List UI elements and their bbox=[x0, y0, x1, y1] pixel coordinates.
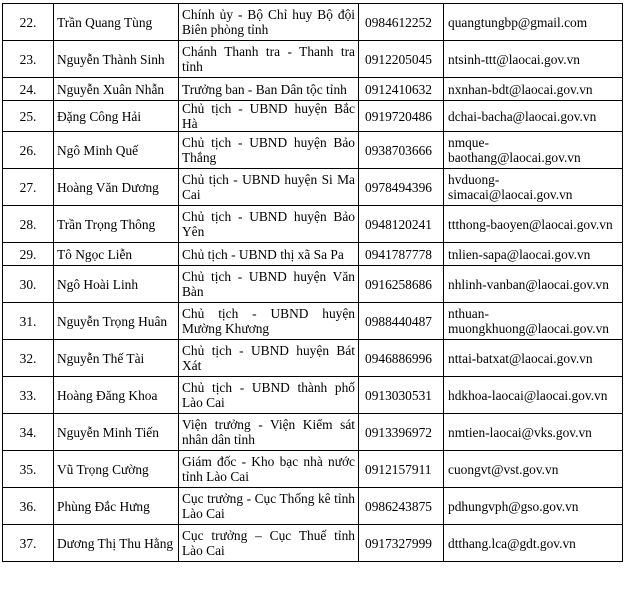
contact-table-body bbox=[3, 4, 623, 562]
person-name: Nguyễn Trọng Huân bbox=[54, 303, 179, 340]
phone-number: 0912157911 bbox=[359, 451, 444, 488]
phone-number: 0919720486 bbox=[359, 101, 444, 132]
row-number: 23. bbox=[3, 41, 54, 78]
contact-table bbox=[2, 3, 623, 562]
person-name: Trần Trọng Thông bbox=[54, 206, 179, 243]
email-address: cuongvt@vst.gov.vn bbox=[444, 451, 623, 488]
row-number: 36. bbox=[3, 488, 54, 525]
table-row bbox=[3, 488, 623, 525]
email-address: nmtien-laocai@vks.gov.vn bbox=[444, 414, 623, 451]
phone-number: 0916258686 bbox=[359, 266, 444, 303]
phone-number: 0913030531 bbox=[359, 377, 444, 414]
job-title: Cục trưởng – Cục Thuế tỉnh Lào Cai bbox=[179, 525, 359, 562]
phone-number: 0948120241 bbox=[359, 206, 444, 243]
job-title: Chủ tịch - UBND huyện Bắc Hà bbox=[179, 101, 359, 132]
job-title: Chính ủy - Bộ Chỉ huy Bộ đội Biên phòng tỉnh bbox=[179, 4, 359, 41]
person-name: Dương Thị Thu Hằng bbox=[54, 525, 179, 562]
email-address: hvduong-simacai@laocai.gov.vn bbox=[444, 169, 623, 206]
table-row bbox=[3, 206, 623, 243]
table-row bbox=[3, 243, 623, 266]
job-title: Chủ tịch - UBND huyện Bảo Yên bbox=[179, 206, 359, 243]
email-address: nmque-baothang@laocai.gov.vn bbox=[444, 132, 623, 169]
job-title: Chánh Thanh tra - Thanh tra tỉnh bbox=[179, 41, 359, 78]
person-name: Hoàng Văn Dương bbox=[54, 169, 179, 206]
person-name: Nguyễn Xuân Nhẫn bbox=[54, 78, 179, 101]
row-number: 28. bbox=[3, 206, 54, 243]
job-title: Chủ tịch - UBND huyện Bát Xát bbox=[179, 340, 359, 377]
table-row bbox=[3, 41, 623, 78]
table-row bbox=[3, 340, 623, 377]
job-title: Cục trưởng - Cục Thống kê tỉnh Lào Cai bbox=[179, 488, 359, 525]
row-number: 30. bbox=[3, 266, 54, 303]
person-name: Ngô Hoài Linh bbox=[54, 266, 179, 303]
job-title: Chủ tịch - UBND huyện Si Ma Cai bbox=[179, 169, 359, 206]
email-address: tnlien-sapa@laocai.gov.vn bbox=[444, 243, 623, 266]
phone-number: 0917327999 bbox=[359, 525, 444, 562]
email-address: ntsinh-ttt@laocai.gov.vn bbox=[444, 41, 623, 78]
row-number: 34. bbox=[3, 414, 54, 451]
row-number: 35. bbox=[3, 451, 54, 488]
phone-number: 0941787778 bbox=[359, 243, 444, 266]
row-number: 25. bbox=[3, 101, 54, 132]
person-name: Ngô Minh Quế bbox=[54, 132, 179, 169]
table-row bbox=[3, 4, 623, 41]
person-name: Nguyễn Minh Tiến bbox=[54, 414, 179, 451]
phone-number: 0986243875 bbox=[359, 488, 444, 525]
person-name: Tô Ngọc Liễn bbox=[54, 243, 179, 266]
email-address: nhlinh-vanban@laocai.gov.vn bbox=[444, 266, 623, 303]
phone-number: 0984612252 bbox=[359, 4, 444, 41]
phone-number: 0938703666 bbox=[359, 132, 444, 169]
phone-number: 0946886996 bbox=[359, 340, 444, 377]
person-name: Nguyễn Thế Tài bbox=[54, 340, 179, 377]
phone-number: 0913396972 bbox=[359, 414, 444, 451]
job-title: Trưởng ban - Ban Dân tộc tỉnh bbox=[179, 78, 359, 101]
table-row bbox=[3, 414, 623, 451]
table-row bbox=[3, 101, 623, 132]
table-row bbox=[3, 78, 623, 101]
job-title: Chủ tịch - UBND huyện Văn Bàn bbox=[179, 266, 359, 303]
row-number: 26. bbox=[3, 132, 54, 169]
table-row bbox=[3, 303, 623, 340]
job-title: Chủ tịch - UBND thị xã Sa Pa bbox=[179, 243, 359, 266]
email-address: pdhungvph@gso.gov.vn bbox=[444, 488, 623, 525]
job-title: Chủ tịch - UBND thành phố Lào Cai bbox=[179, 377, 359, 414]
person-name: Hoàng Đăng Khoa bbox=[54, 377, 179, 414]
row-number: 31. bbox=[3, 303, 54, 340]
person-name: Nguyễn Thành Sinh bbox=[54, 41, 179, 78]
row-number: 29. bbox=[3, 243, 54, 266]
job-title: Chủ tịch - UBND huyện Bảo Thắng bbox=[179, 132, 359, 169]
table-row bbox=[3, 525, 623, 562]
table-row bbox=[3, 451, 623, 488]
email-address: hdkhoa-laocai@laocai.gov.vn bbox=[444, 377, 623, 414]
row-number: 24. bbox=[3, 78, 54, 101]
email-address: nxnhan-bdt@laocai.gov.vn bbox=[444, 78, 623, 101]
email-address: nttai-batxat@laocai.gov.vn bbox=[444, 340, 623, 377]
email-address: dtthang.lca@gdt.gov.vn bbox=[444, 525, 623, 562]
email-address: quangtungbp@gmail.com bbox=[444, 4, 623, 41]
email-address: ttthong-baoyen@laocai.gov.vn bbox=[444, 206, 623, 243]
person-name: Trần Quang Tùng bbox=[54, 4, 179, 41]
phone-number: 0988440487 bbox=[359, 303, 444, 340]
job-title: Giám đốc - Kho bạc nhà nước tỉnh Lào Cai bbox=[179, 451, 359, 488]
table-row bbox=[3, 266, 623, 303]
email-address: dchai-bacha@laocai.gov.vn bbox=[444, 101, 623, 132]
table-row bbox=[3, 377, 623, 414]
person-name: Đặng Công Hải bbox=[54, 101, 179, 132]
person-name: Phùng Đắc Hưng bbox=[54, 488, 179, 525]
phone-number: 0912410632 bbox=[359, 78, 444, 101]
phone-number: 0978494396 bbox=[359, 169, 444, 206]
table-row bbox=[3, 132, 623, 169]
row-number: 32. bbox=[3, 340, 54, 377]
row-number: 33. bbox=[3, 377, 54, 414]
table-row bbox=[3, 169, 623, 206]
row-number: 27. bbox=[3, 169, 54, 206]
job-title: Viện trưởng - Viện Kiểm sát nhân dân tỉnh bbox=[179, 414, 359, 451]
row-number: 22. bbox=[3, 4, 54, 41]
email-address: nthuan-muongkhuong@laocai.gov.vn bbox=[444, 303, 623, 340]
row-number: 37. bbox=[3, 525, 54, 562]
job-title: Chủ tịch - UBND huyện Mường Khương bbox=[179, 303, 359, 340]
person-name: Vũ Trọng Cường bbox=[54, 451, 179, 488]
phone-number: 0912205045 bbox=[359, 41, 444, 78]
